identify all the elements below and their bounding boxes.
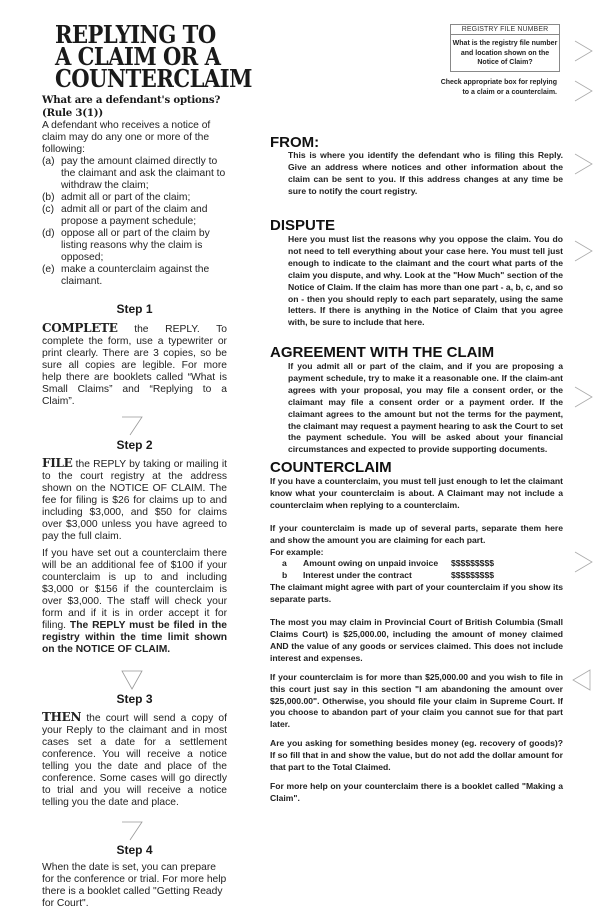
registry-box-header: REGISTRY FILE NUMBER — [451, 25, 559, 35]
counterclaim-p4: The most you may claim in Provincial Court of British Columbia (Small Claims Court) is $25,000.00, including the amount of money claimed AND the value of any goods or services claimed. This does not include interest and expenses. — [270, 617, 563, 663]
left-column — [42, 20, 252, 910]
step-3-heading: Step 3 — [116, 692, 153, 706]
from-text: This is where you identify the defendant who is filing this Reply. Give an address where notices and other information about the claim can be sent to you. If this address changes at any time be sure to notify the court registry. — [288, 150, 563, 196]
title-line-2: A CLAIM OR A — [54, 42, 221, 71]
step-4-heading: Step 4 — [116, 843, 153, 857]
example-label: For example: — [270, 546, 324, 557]
step-2-lead: FILE — [42, 456, 73, 470]
title-line-3: COUNTERCLAIM — [54, 64, 252, 93]
title-line-1: REPLYING TO — [54, 20, 216, 49]
step-1-lead: COMPLETE — [42, 321, 118, 335]
option-text: admit all or part of the claim; — [61, 192, 191, 203]
dispute-text: Here you must list the reasons why you oppose the claim. You do not need to tell everything about your case here. You must tell just enough to indicate to the claimant and the court what parts of the claim you dispute, and why. Look at the "How Much" section of the Notice of Claim. If the claim has more than one part - a, b, c, and so on - then you should reply to each part separately, using the same letters. If there is anything in the Notice of Claim that you agree with, be sure to include that here. — [288, 234, 563, 328]
step-divider-icon — [42, 670, 228, 692]
example-amount: $$$$$$$$$ — [451, 558, 495, 569]
step-4-text: When the date is set, you can prepare for the conference or trial. For more help there is a booklet called "Getting Ready for Court". — [42, 862, 227, 909]
counterclaim-p1: If you have a counterclaim, you must tell just enough to let the claimant know what your counterclaim is about. A Claimant may not include a counterclaim when replying to a counterclaim. — [270, 476, 563, 510]
example-desc: Amount owing on unpaid invoice — [303, 558, 439, 569]
example-letter: a — [282, 558, 287, 569]
counterclaim-p3: The claimant might agree with part of your counterclaim if you show its separate parts. — [270, 582, 563, 605]
agreement-heading: AGREEMENT WITH THE CLAIM — [270, 344, 495, 361]
step-1-body: the REPLY. To complete the form, use a typewriter or print clearly. There are 3 copies, so be sure all copies are legible. For more help there are booklets called “What is Small Claims” and “Replying to a Claim”. — [42, 324, 227, 407]
counterclaim-p7: For more help on your counterclaim there is a booklet called "Making a Claim". — [270, 780, 563, 803]
document-title — [54, 20, 252, 93]
counterclaim-heading: COUNTERCLAIM — [270, 459, 392, 476]
options-heading: What are a defendant's options? — [42, 94, 221, 106]
step-3-body: the court will send a copy of your Reply to the claimant and in most cases set a date for a settlement conference. You will receive a notice telling you the date and place of the conference. Some cases will go directly to trial and you will receive a notice telling you the date and place. — [42, 713, 227, 808]
example-amount: $$$$$$$$$ — [451, 570, 495, 581]
registry-file-number-box — [450, 24, 560, 72]
option-item — [42, 192, 227, 204]
check-box-note: Check appropriate box for replying to a claim or a counterclaim. — [440, 79, 557, 96]
option-item — [42, 264, 227, 288]
chevron-right-pointer-icon — [574, 551, 594, 573]
rule-reference: (Rule 3(1)) — [42, 107, 104, 119]
option-label: (c) — [42, 204, 55, 215]
example-desc: Interest under the contract — [303, 570, 412, 581]
option-text: make a counterclaim against the claimant. — [61, 264, 210, 287]
step-2-counterclaim-fees — [42, 548, 227, 656]
counterclaim-p2: If your counterclaim is made up of several parts, separate them here and show the amount you are claiming for each part. — [270, 522, 563, 545]
option-label: (d) — [42, 228, 55, 239]
option-label: (b) — [42, 192, 55, 203]
dispute-heading: DISPUTE — [270, 217, 336, 234]
example-row — [270, 570, 563, 582]
example-letter: b — [282, 570, 288, 581]
example-row — [270, 558, 563, 570]
chevron-right-pointer-icon — [574, 40, 594, 62]
step-2-body: the REPLY by taking or mailing it to the court registry at the address shown on the NOTICE OF CLAIM. The fee for filing is $26 for claims up to and including $3,000, and $50 for claims over $3,000 unless you have agreed to pay the full claim. — [42, 459, 227, 542]
option-text: pay the amount claimed directly to the claimant and ask the claimant to withdraw the claim; — [61, 156, 226, 191]
from-heading: FROM: — [270, 134, 320, 151]
chevron-right-pointer-icon — [574, 153, 594, 175]
step-2-para2: If you have set out a counterclaim there will be an additional fee of $100 if your counterclaim is up to and including $3,000 or $156 if the counterclaim is over $3,000. The staff will check your form and if it is in order accept it for filing. — [42, 548, 227, 631]
agreement-text: If you admit all or part of the claim, and if you are proposing a payment schedule, try to make it a reasonable one. If the claim-ant agrees with your proposal, you may file a consent order, or the claimant may file a consent order or a payment order. If the claimant agrees to the amount but not the terms for the payment, the claimant may request a payment hearing to ask the Court to set the payment schedule. You will be asked about your financial circumstances and expected to provide supporting documents. — [288, 361, 563, 455]
option-text: oppose all or part of the claim by listing reasons why the claim is opposed; — [61, 228, 210, 263]
registry-box-question: What is the registry file number and location shown on the Notice of Claim? — [452, 40, 558, 66]
step-3-lead: THEN — [42, 710, 82, 724]
chevron-right-pointer-icon — [574, 240, 594, 262]
step-divider-icon — [42, 821, 228, 843]
option-text: admit all or part of the claim and propose a payment schedule; — [61, 204, 208, 227]
step-1-heading: Step 1 — [116, 302, 153, 316]
option-label: (a) — [42, 156, 55, 167]
step-divider-icon — [42, 416, 228, 438]
counterclaim-p6: Are you asking for something besides money (eg. recovery of goods)? If so fill that in and show the value, but do not add the dollar amount for that part to the Total Claimed. — [270, 738, 563, 773]
options-intro: A defendant who receives a notice of claim may do any one or more of the following: — [42, 120, 211, 155]
step-2-deadline-note: The REPLY must be filed in the registry within the time limit shown on the NOTICE OF CLAIM. — [42, 620, 227, 655]
options-list — [42, 156, 227, 288]
triangle-left-pointer-icon — [572, 669, 592, 691]
option-item — [42, 204, 227, 228]
counterclaim-p5: If your counterclaim is for more than $25,000.00 and you wish to file in this court just say in this section "I am abandoning the amount over $25,000.00". Otherwise, you should file your claim in Supreme Court. If you choose to abandon part of your claim you cannot sue for that part later. — [270, 671, 563, 730]
option-item — [42, 156, 227, 192]
chevron-right-pointer-icon — [574, 386, 594, 408]
counterclaim-body — [270, 476, 563, 805]
chevron-right-pointer-icon — [574, 80, 594, 102]
step-2-heading: Step 2 — [116, 438, 153, 452]
step-1-text — [42, 322, 227, 408]
step-3-text — [42, 711, 227, 809]
option-label: (e) — [42, 264, 55, 275]
step-2-text — [42, 457, 227, 543]
option-item — [42, 228, 227, 264]
